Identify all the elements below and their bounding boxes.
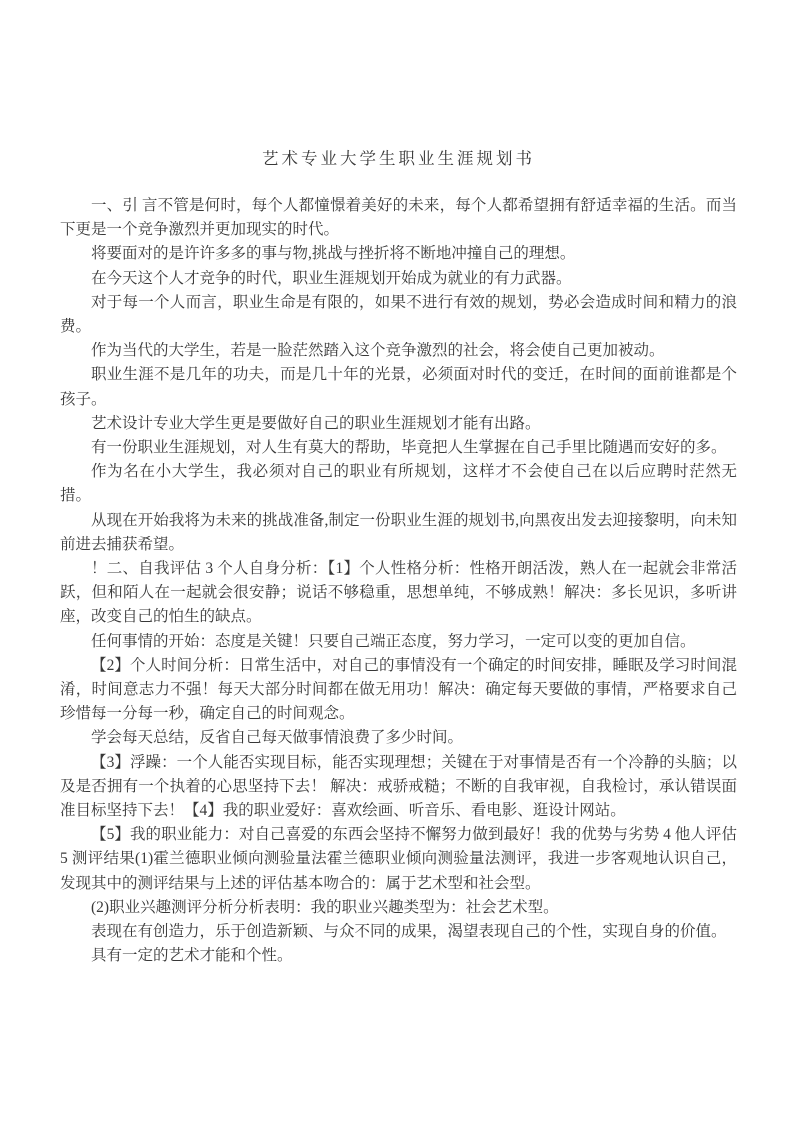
paragraph: 艺术设计专业大学生更是要做好自己的职业生涯规划才能有出路。 (91, 414, 541, 432)
paragraph-time-analysis: 【2】个人时间分析：日常生活中，对自己的事情没有一个确定的时间安排，睡眠及学习时间混淆，时间意志力不强！每天大部分时间都在做无用功！解决：确定每天要做的事情，严格要求自己珍惜每一分每一秒，确定自己的时间观念。 (60, 656, 737, 723)
paragraph: 从现在开始我将为未来的挑战准备,制定一份职业生涯的规划书,向黑夜出发去迎接黎明，向未知前进去捕获希望。 (60, 511, 737, 553)
paragraph-last: 具有一定的艺术才能和个性。 (91, 947, 293, 965)
paragraph: 作为当代的大学生，若是一脸茫然踏入这个竞争激烈的社会，将会使自己更加被动。 (91, 342, 665, 360)
document-title: 艺术专业大学生职业生涯规划书 (262, 149, 535, 168)
paragraph: 学会每天总结，反省自己每天做事情浪费了多少时间。 (91, 729, 464, 747)
paragraph: 任何事情的开始：态度是关键！只要自己端正态度，努力学习，一定可以变的更加自信。 (91, 632, 696, 650)
paragraph: 有一份职业生涯规划，对人生有莫大的帮助，毕竟把人生掌握在自己手里比随遇而安好的多。 (91, 439, 727, 457)
paragraph-impetuous: 【3】浮躁：一个人能否实现目标，能否实现理想；关键在于对事情是否有一个冷静的头脑；以及是否拥有一个执着的心思坚持下去！ 解决：戒骄戒糙；不断的自我审视，自我检讨，承认错误面准目标坚持下去！【4】我的职业爱好：喜欢绘画、听音乐、看电影、逛设计网站。 (60, 753, 737, 820)
paragraph: 在今天这个人才竞争的时代，职业生涯规划开始成为就业的有力武器。 (91, 269, 572, 287)
paragraph: 作为名在小大学生，我必须对自己的职业有所规划，这样才不会使自己在以后应聘时茫然无措。 (60, 463, 737, 505)
document-body (60, 194, 737, 969)
paragraph-self-evaluation: ！二、自我评估 3 个人自身分析：【1】个人性格分析：性格开朗活泼，熟人在一起就会非常活跃，但和陌人在一起就会很安静；说话不够稳重，思想单纯，不够成熟！解决：多长见识，多听讲座，改变自己的怕生的缺点。 (60, 560, 737, 626)
paragraph-interest-test: (2)职业兴趣测评分析分析表明：我的职业兴趣类型为：社会艺术型。 (91, 898, 559, 916)
paragraph: 对于每一个人而言，职业生命是有限的，如果不进行有效的规划，势必会造成时间和精力的浪费。 (60, 293, 737, 336)
paragraph: 表现在有创造力，乐于创造新颖、与众不同的成果，渴望表现自己的个性，实现自身的价值。 (91, 923, 727, 941)
paragraph-career-ability: 【5】我的职业能力：对自己喜爱的东西会坚持不懈努力做到最好！我的优势与劣势 4 他人评估 5 测评结果(1)霍兰德职业倾向测验量法霍兰德职业倾向测验量法测评，我进一步客观地认识自己，发现其中的测评结果与上述的评估基本吻合的：属于艺术型和社会型。 (60, 826, 737, 892)
paragraph-intro: 一、引 言不管是何时，每个人都憧憬着美好的未来，每个人都希望拥有舒适幸福的生活。而当下更是一个竞争激烈并更加现实的时代。 (60, 197, 737, 239)
paragraph: 职业生涯不是几年的功夫，而是几十年的光景，必须面对时代的变迁，在时间的面前谁都是个孩子。 (60, 366, 737, 408)
paragraph: 将要面对的是许许多多的事与物,挑战与挫折将不断地冲撞自己的理想。 (91, 245, 576, 263)
